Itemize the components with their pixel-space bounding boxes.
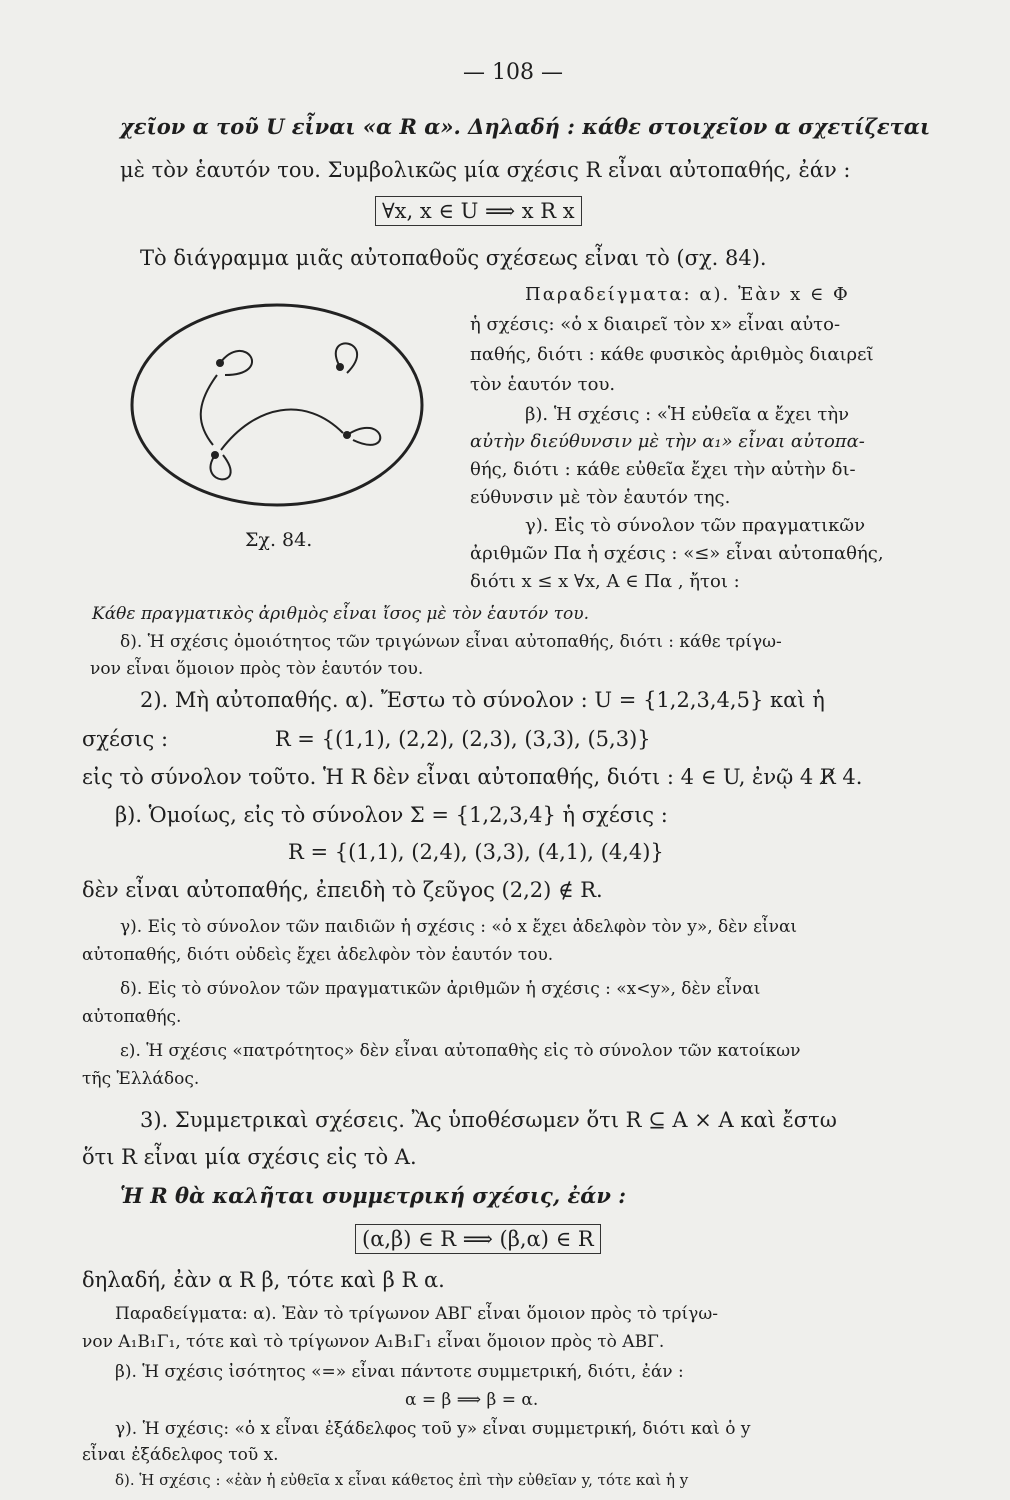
text-line: γ). Εἰς τὸ σύνολον τῶν πραγματικῶν — [525, 515, 866, 536]
text-line: β). Ἡ σχέσις : «Ἡ εὐθεῖα α ἔχει τὴν — [525, 404, 850, 425]
reflexive-formula-box: ∀x, x ∈ U ⟹ x R x — [375, 196, 582, 226]
relation-arrow — [221, 410, 343, 450]
text-line: δηλαδή, ἐὰν α R β, τότε καὶ β R α. — [82, 1268, 445, 1292]
text-line: γ). Εἰς τὸ σύνολον τῶν παιδιῶν ἡ σχέσις : «ὁ x ἔχει ἀδελφὸν τὸν y», δὲν εἶναι — [120, 917, 798, 937]
text-line: δὲν εἶναι αὐτοπαθής, ἐπειδὴ τὸ ζεῦγος (2,2) ∉ R. — [82, 878, 603, 902]
text-line: παθής, διότι : κάθε φυσικὸς ἀριθμὸς διαιρεῖ — [470, 344, 874, 365]
text-line: αὐτοπαθής. — [82, 1007, 182, 1027]
text-line: σχέσις : R = {(1,1), (2,2), (2,3), (3,3), (5,3)} — [82, 727, 651, 751]
text-line: ἀριθμῶν Πα ἡ σχέσις : «≤» εἶναι αὐτοπαθής, — [470, 543, 884, 564]
text-line: Παραδείγματα: α). Ἐὰν x ∈ Φ — [525, 284, 850, 305]
text-line: διότι x ≤ x ∀x, A ∈ Πα , ἤτοι : — [470, 571, 740, 592]
text-line: δ). Ἡ σχέσις ὁμοιότητος τῶν τριγώνων εἶναι αὐτοπαθής, διότι : κάθε τρίγω- — [120, 632, 782, 652]
text-line: Τὸ διάγραμμα μιᾶς αὐτοπαθοῦς σχέσεως εἶναι τὸ (σχ. 84). — [140, 246, 767, 270]
self-loop-arrow — [220, 351, 252, 375]
text-line: Παραδείγματα: α). Ἐὰν τὸ τρίγωνον ΑΒΓ εἶναι ὅμοιον πρὸς τὸ τρίγω- — [115, 1304, 718, 1324]
text-line: δ). Ἡ σχέσις : «ἐὰν ἡ εὐθεῖα x εἶναι κάθετος ἐπὶ τὴν εὐθεῖαν y, τότε καὶ ἡ y — [115, 1471, 689, 1489]
text-line: αὐτοπαθής, διότι οὐδεὶς ἔχει ἀδελφὸν τὸν ἑαυτόν του. — [82, 945, 554, 965]
text-line: ὅτι R εἶναι μία σχέσις εἰς τὸ A. — [82, 1145, 417, 1169]
text-line: εἰς τὸ σύνολον τοῦτο. Ἡ R δὲν εἶναι αὐτοπαθής, διότι : 4 ∈ U, ἐνῷ 4 R̸ 4. — [82, 765, 863, 789]
symmetric-formula-box: (α,β) ∈ R ⟹ (β,α) ∈ R — [355, 1224, 601, 1254]
text-line: μὲ τὸν ἑαυτόν του. Συμβολικῶς μία σχέσις R εἶναι αὐτοπαθής, ἐάν : — [120, 158, 851, 182]
figure-caption: Σχ. 84. — [245, 529, 313, 551]
page-number: — 108 — — [463, 60, 563, 85]
text-line: β). Ὁμοίως, εἰς τὸ σύνολον Σ = {1,2,3,4} ἡ σχέσις : — [115, 803, 668, 827]
definition-heading: Ἡ R θὰ καλῆται συμμετρική σχέσις, ἐάν : — [120, 1183, 626, 1208]
text-line: τῆς Ἑλλάδος. — [82, 1069, 200, 1089]
section-heading: 2). Μὴ αὐτοπαθής. α). Ἔστω τὸ σύνολον : U = {1,2,3,4,5} καὶ ἡ — [140, 688, 825, 712]
text-line: ε). Ἡ σχέσις «πατρότητος» δὲν εἶναι αὐτοπαθὴς εἰς τὸ σύνολον τῶν κατοίκων — [120, 1041, 801, 1061]
section-heading: 3). Συμμετρικαὶ σχέσεις. Ἂς ὑποθέσωμεν ὅτι R ⊆ A × A καὶ ἔστω — [140, 1108, 837, 1132]
text-line: θής, διότι : κάθε εὐθεῖα ἔχει τὴν αὐτὴν δι- — [470, 459, 856, 480]
text-line: ἡ σχέσις: «ὁ x διαιρεῖ τὸν x» εἶναι αὐτο- — [470, 314, 841, 335]
text-line: τὸν ἑαυτόν του. — [470, 374, 616, 395]
self-loop-arrow — [211, 455, 231, 479]
text-line: νον εἶναι ὅμοιον πρὸς τὸν ἑαυτόν του. — [90, 659, 424, 679]
text-line: R = {(1,1), (2,4), (3,3), (4,1), (4,4)} — [288, 840, 664, 864]
set-boundary — [132, 305, 422, 505]
relation-arrow — [201, 375, 217, 445]
text-line: αὐτὴν διεύθυνσιν μὲ τὴν α₁» εἶναι αὐτοπα- — [470, 431, 865, 452]
text-line: γ). Ἡ σχέσις: «ὁ x εἶναι ἐξάδελφος τοῦ y» εἶναι συμμετρική, διότι καὶ ὁ y — [115, 1419, 751, 1439]
text-line: β). Ἡ σχέσις ἰσότητος «=» εἶναι πάντοτε συμμετρική, διότι, ἐάν : — [115, 1362, 684, 1382]
self-loop-arrow — [347, 428, 380, 445]
text-line: χεῖον α τοῦ U εἶναι «α R α». Δηλαδή : κάθε στοιχεῖον α σχετίζεται — [120, 114, 931, 139]
text-line: εἶναι ἐξάδελφος τοῦ x. — [82, 1445, 279, 1465]
text-line: νον Α₁Β₁Γ₁, τότε καὶ τὸ τρίγωνον Α₁Β₁Γ₁ εἶναι ὅμοιον πρὸς τὸ ΑΒΓ. — [82, 1332, 665, 1352]
text-line: α = β ⟹ β = α. — [405, 1390, 539, 1410]
reflexive-diagram — [125, 295, 435, 515]
text-line: εύθυνσιν μὲ τὸν ἑαυτόν της. — [470, 487, 731, 508]
text-line: δ). Εἰς τὸ σύνολον τῶν πραγματικῶν ἀριθμῶν ἡ σχέσις : «x<y», δὲν εἶναι — [120, 979, 761, 999]
text-line: Κάθε πραγματικὸς ἀριθμὸς εἶναι ἴσος μὲ τὸν ἑαυτόν του. — [92, 604, 589, 624]
